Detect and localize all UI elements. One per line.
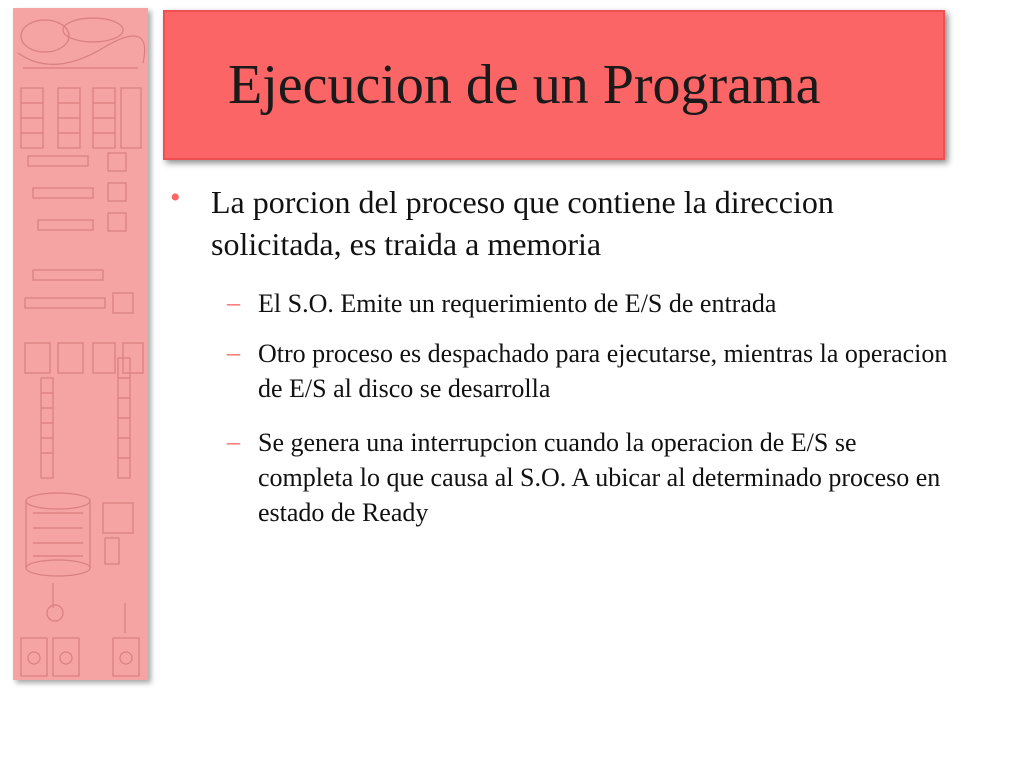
sub-bullet-marker: – xyxy=(227,427,240,456)
bullet-text: La porcion del proceso que contiene la direccion solicitada, es traida a memoria xyxy=(211,184,834,262)
sub-bullet-text: Otro proceso es despachado para ejecutarse, mientras la operacion de E/S al disco se desarrolla xyxy=(258,339,948,403)
slide-title: Ejecucion de un Programa xyxy=(228,54,821,116)
sub-bullet-marker: – xyxy=(227,338,240,367)
bullet-marker: • xyxy=(170,181,181,214)
sub-bullet-marker: – xyxy=(227,288,240,317)
sub-bullet-text: El S.O. Emite un requerimiento de E/S de entrada xyxy=(258,289,777,318)
sub-bullet-text: Se genera una interrupcion cuando la operacion de E/S se completa lo que causa al S.O. A ubicar al determinado proceso en estado de Ready xyxy=(258,428,941,527)
